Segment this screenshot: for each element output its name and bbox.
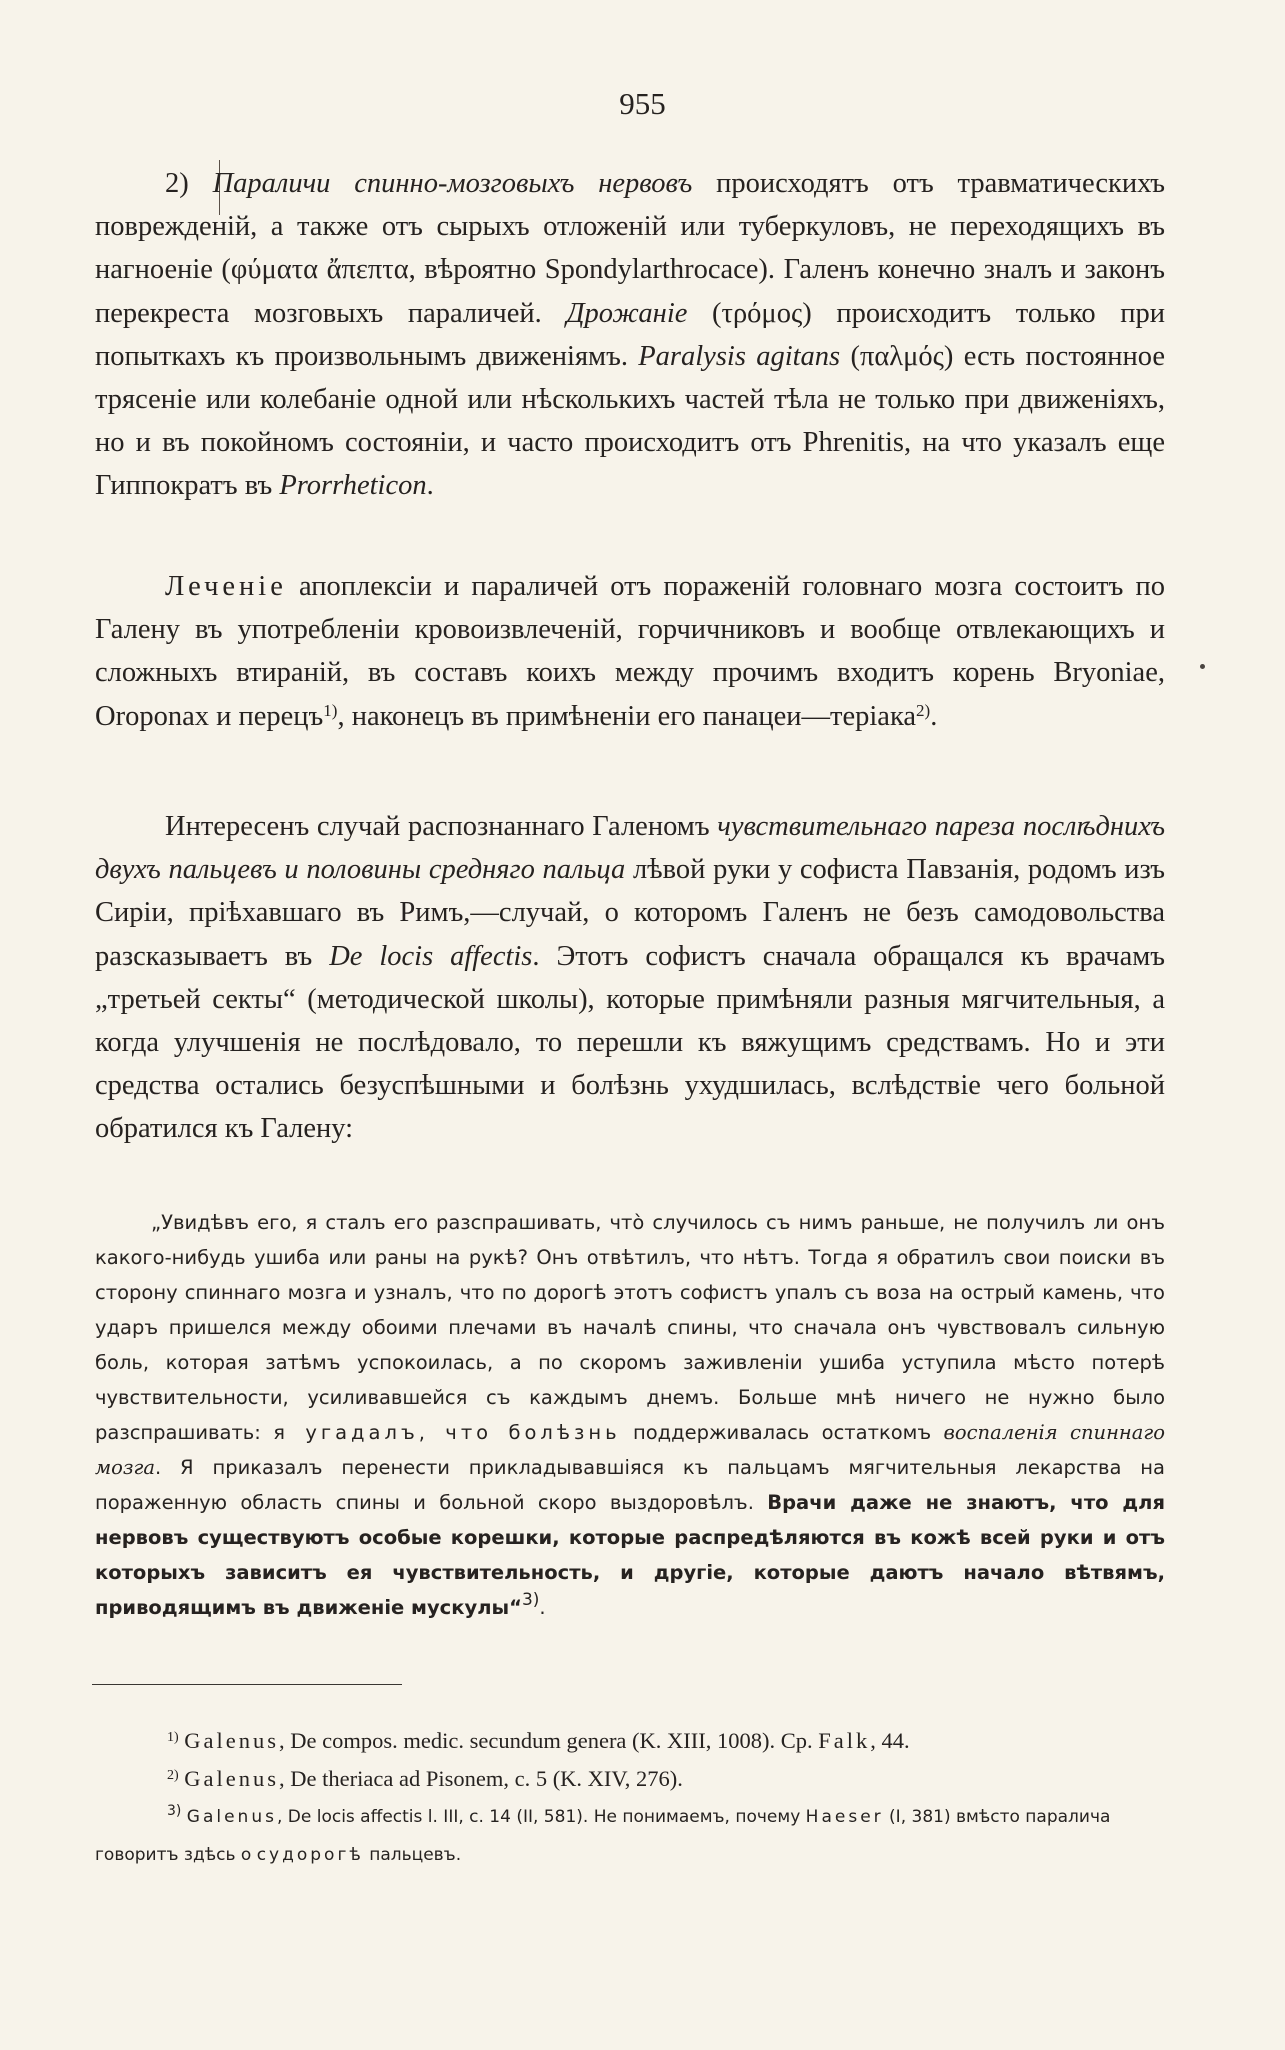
footnotes xyxy=(95,1722,1165,1874)
text: ( xyxy=(687,297,722,329)
galen-quotation xyxy=(95,1205,1165,1625)
footnote-ref[interactable]: 3) xyxy=(521,1590,540,1610)
text: , наконецъ въ примѣненіи его панацеи—теріака xyxy=(337,700,917,732)
greek-term: παλμός xyxy=(859,340,944,372)
footnote-divider xyxy=(92,1684,402,1685)
footnote-number: 3) xyxy=(167,1803,182,1819)
author-name: Galenus xyxy=(184,1728,280,1753)
text: , De theriaca ad Pisonem, c. 5 (K. XIV, 276). xyxy=(279,1766,683,1791)
text: происходятъ отъ травматическихъ поврежденій, а также отъ сырыхъ отложеній или туберкуловъ, не переходящихъ въ нагноеніе ( xyxy=(95,168,1165,286)
text: , вѣроятно Spondylarthrocace). Галенъ конечно зналъ и законъ перекреста мозговыхъ параличей. xyxy=(95,254,1165,329)
footnote-ref[interactable]: 1) xyxy=(323,700,338,720)
text: , De locis affectis l. III, c. 14 (II, 581). Не понимаемъ, почему xyxy=(276,1807,806,1827)
footnote-1 xyxy=(95,1722,1165,1760)
text: . xyxy=(539,1596,546,1619)
list-number: 2) xyxy=(165,168,189,199)
text: . Я приказалъ перенести прикладывавшіяся къ пальцамъ мягчительныя лекарства на пораженную область спины и больной скоро выздоровѣлъ. xyxy=(95,1456,1165,1514)
spaced-phrase: я угадалъ, что болѣзнь xyxy=(273,1421,621,1444)
text: . Этотъ софистъ сначала обращался къ врачамъ „третьей секты“ (методической школы), которые примѣняли разныя мягчительныя, а когда улучшенія не послѣдовало, то перешли къ вяжущимъ средствамъ. Но и эти средства остались безуспѣшными и болѣзнь ухудшилась, вслѣдствіе чего больной обратился къ Галену: xyxy=(95,940,1166,1145)
paragraph-treatment xyxy=(95,565,1165,738)
ink-dot-mark xyxy=(1200,664,1205,669)
text: , 44. xyxy=(870,1728,910,1753)
author-name: Falk xyxy=(818,1728,871,1753)
greek-term: φύματα ἄπεπτα xyxy=(230,254,409,286)
spaced-term: судорогѣ xyxy=(256,1845,364,1865)
footnote-2 xyxy=(95,1760,1165,1798)
spaced-term: Леченіе xyxy=(165,571,287,602)
work-title: Prorrheticon xyxy=(279,470,427,502)
page-number: 955 xyxy=(619,86,666,121)
author-name: Haeser xyxy=(805,1807,884,1827)
term-paralysis-agitans: Paralysis agitans xyxy=(638,340,841,372)
italic-term: воспаленія спиннаго мозга xyxy=(95,1421,1165,1479)
text: пальцевъ. xyxy=(363,1845,462,1865)
footnote-ref[interactable]: 2) xyxy=(916,700,931,720)
section-heading: Параличи спинно-мозговыхъ нервовъ xyxy=(212,168,693,199)
text: лѣвой руки у софиста Павзанія, родомъ изъ Сиріи, пріѣхавшаго въ Римъ,—случай, о которомъ Галенъ не безъ самодовольства разсказываетъ въ xyxy=(95,854,1165,972)
text: . xyxy=(930,700,938,732)
text: (I, 381) вмѣсто паралича говоритъ здѣсь о xyxy=(95,1807,1111,1865)
text: Интересенъ случай распознаннаго Галеномъ xyxy=(165,811,718,842)
text: . xyxy=(426,470,434,502)
text: ) есть постоянное трясеніе или колебаніе одной или нѣсколькихъ частей тѣла не только при движеніяхъ, но и въ покойномъ состояніи, и часто происходитъ отъ Phrenitis, на что указалъ еще Гиппократъ въ xyxy=(95,340,1165,502)
text: , De compos. medic. secundum genera (K. XIII, 1008). Cp. xyxy=(279,1728,819,1753)
term-tremor: Дрожаніе xyxy=(566,297,688,329)
footnote-number: 1) xyxy=(167,1730,179,1745)
footnote-number: 2) xyxy=(167,1768,179,1783)
author-name: Galenus xyxy=(186,1807,277,1827)
footnote-3 xyxy=(95,1798,1165,1874)
paragraph-case xyxy=(95,805,1165,1151)
italic-term: чувствительнаго пареза послѣднихъ двухъ пальцевъ и половины средняго пальца xyxy=(95,811,1166,886)
text: апоплексіи и параличей отъ пораженій головнаго мозга состоитъ по Галену въ употребленіи кровоизвлеченій, горчичниковъ и вообще отвлекающихъ и сложныхъ втираній, въ составъ коихъ между прочимъ входитъ корень Bryoniae, Oroponax и перецъ xyxy=(95,571,1165,732)
text: ) происходитъ только при попыткахъ къ произвольнымъ движеніямъ. xyxy=(95,297,1165,372)
text: „Увидѣвъ его, я сталъ его разспрашивать, что̀ случилось съ нимъ раньше, не получилъ ли онъ какого-нибудь ушиба или раны на рукѣ? Онъ отвѣтилъ, что нѣтъ. Тогда я обратилъ свои поиски въ сторону спиннаго мозга и узналъ, что по дорогѣ этотъ софистъ упалъ съ воза на острый камень, что ударъ пришелся между обоими плечами въ началѣ спины, что сначала онъ чувствовалъ сильную боль, которая затѣмъ успокоилась, а по скоромъ заживленіи ушиба уступила мѣсто потерѣ чувствительности, усиливавшейся съ каждымъ днемъ. Больше мнѣ ничего не нужно было разспрашивать: xyxy=(95,1211,1165,1444)
bold-passage: Врачи даже не знаютъ, что для нервовъ существуютъ особые корешки, которые распредѣляются въ кожѣ всей руки и отъ которыхъ зависитъ ея чувствительность, и другіе, которые даютъ начало вѣтвямъ, приводящимъ въ движеніе мускулы“ xyxy=(95,1491,1165,1619)
work-title: De locis affectis xyxy=(329,940,533,972)
greek-term: τρόμος xyxy=(721,297,803,329)
text: ( xyxy=(840,340,860,372)
author-name: Galenus xyxy=(184,1766,280,1791)
paragraph-spinal-paralysis xyxy=(95,162,1165,508)
text: поддерживалась остаткомъ xyxy=(620,1421,944,1444)
